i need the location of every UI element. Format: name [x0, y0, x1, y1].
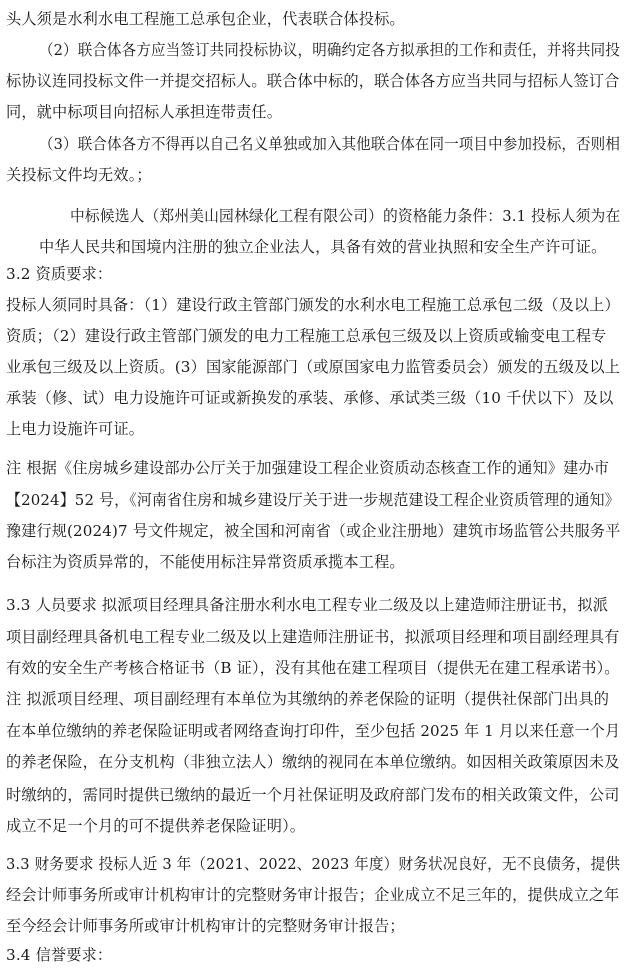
text-line: 3.3 人员要求 拟派项目经理具备注册水利水电工程专业二级及以上建造师注册证书，拟派 [6, 596, 609, 614]
text-line: 有效的安全生产考核合格证书（B 证），没有其他在建工程项目（提供无在建工程承诺书）。 [6, 659, 620, 677]
text-line: 承装（修、试）电力设施许可证或新换发的承装、承修、承试类三级（10 千伏以下）及以 [6, 389, 614, 407]
text-line: 同，就中标项目向招标人承担连带责任。 [6, 103, 283, 121]
text-line: 项目副经理具备机电工程专业二级及以上建造师注册证书，拟派项目经理和项目副经理具有 [6, 628, 620, 646]
text-line: 头人须是水利水电工程施工总承包企业，代表联合体投标。 [6, 10, 405, 28]
text-line: 关投标文件均无效。； [6, 166, 152, 184]
text-line: 注 根据《住房城乡建设部办公厅关于加强建设工程企业资质动态核查工作的通知》建办市 [6, 459, 610, 477]
text-line: 投标人须同时具备：（1）建设行政主管部门颁发的水利水电工程施工总承包二级（及以上） [6, 296, 620, 314]
section-heading: 3.4 信誉要求： [6, 946, 113, 964]
text-line: 经会计师事务所或审计机构审计的完整财务审计报告；企业成立不足三年的，提供成立之年 [6, 886, 620, 904]
text-line: 【2024】52 号，《河南省住房和城乡建设厅关于进一步规范建设工程企业资质管理的通知》 [6, 491, 620, 509]
text-line: 资质；（2）建设行政主管部门颁发的电力工程施工总承包三级及以上资质或输变电工程专 [6, 327, 607, 345]
text-line: 时缴纳的，需同时提供已缴纳的最近一个月社保证明及政府部门发布的相关政策文件，公司 [6, 786, 620, 804]
text-line: 至今经会计师事务所或审计机构审计的完整财务审计报告； [6, 917, 405, 935]
text-line: （2）联合体各方应当签订共同投标协议，明确约定各方拟承担的工作和责任，并将共同投 [39, 41, 620, 59]
text-line: 中华人民共和国境内注册的独立企业法人，具备有效的营业执照和安全生产许可证。 [39, 238, 607, 256]
text-line: 业承包三级及以上资质。(3）国家能源部门（或原国家电力监管委员会）颁发的五级及以上 [6, 358, 621, 376]
text-line: 3.3 财务要求 投标人近 3 年（2021、2022、2023 年度）财务状况良好，无不良债务，提供 [6, 855, 621, 873]
text-line: 中标候选人（郑州美山园林绿化工程有限公司）的资格能力条件：3.1 投标人须为在 [70, 207, 621, 225]
text-line: 豫建行规(2024)7 号文件规定，被全国和河南省（或企业注册地）建筑市场监管公共服务平 [6, 522, 621, 540]
text-line: （3）联合体各方不得再以自己名义单独或加入其他联合体在同一项目中参加投标，否则相 [39, 135, 620, 153]
text-line: 上电力设施许可证。 [6, 420, 145, 438]
text-line: 成立不足一个月的可不提供养老保险证明）。 [6, 817, 306, 835]
text-line: 标协议连同投标文件一并提交招标人。联合体中标的，联合体各方应当共同与招标人签订合 [6, 72, 620, 90]
text-line: 在本单位缴纳的养老保险证明或者网络查询打印件，至少包括 2025 年 1 月以来任意一个月 [6, 722, 621, 740]
text-line: 注 拟派项目经理、项目副经理有本单位为其缴纳的养老保险的证明（提供社保部门出具的 [6, 690, 610, 708]
text-line: 台标注为资质异常的，不能使用标注异常资质承揽本工程。 [6, 553, 405, 571]
text-line: 的养老保险，在分支机构（非独立法人）缴纳的视同在本单位缴纳。如因相关政策原因未及 [6, 753, 620, 771]
section-heading: 3.2 资质要求： [6, 265, 113, 283]
